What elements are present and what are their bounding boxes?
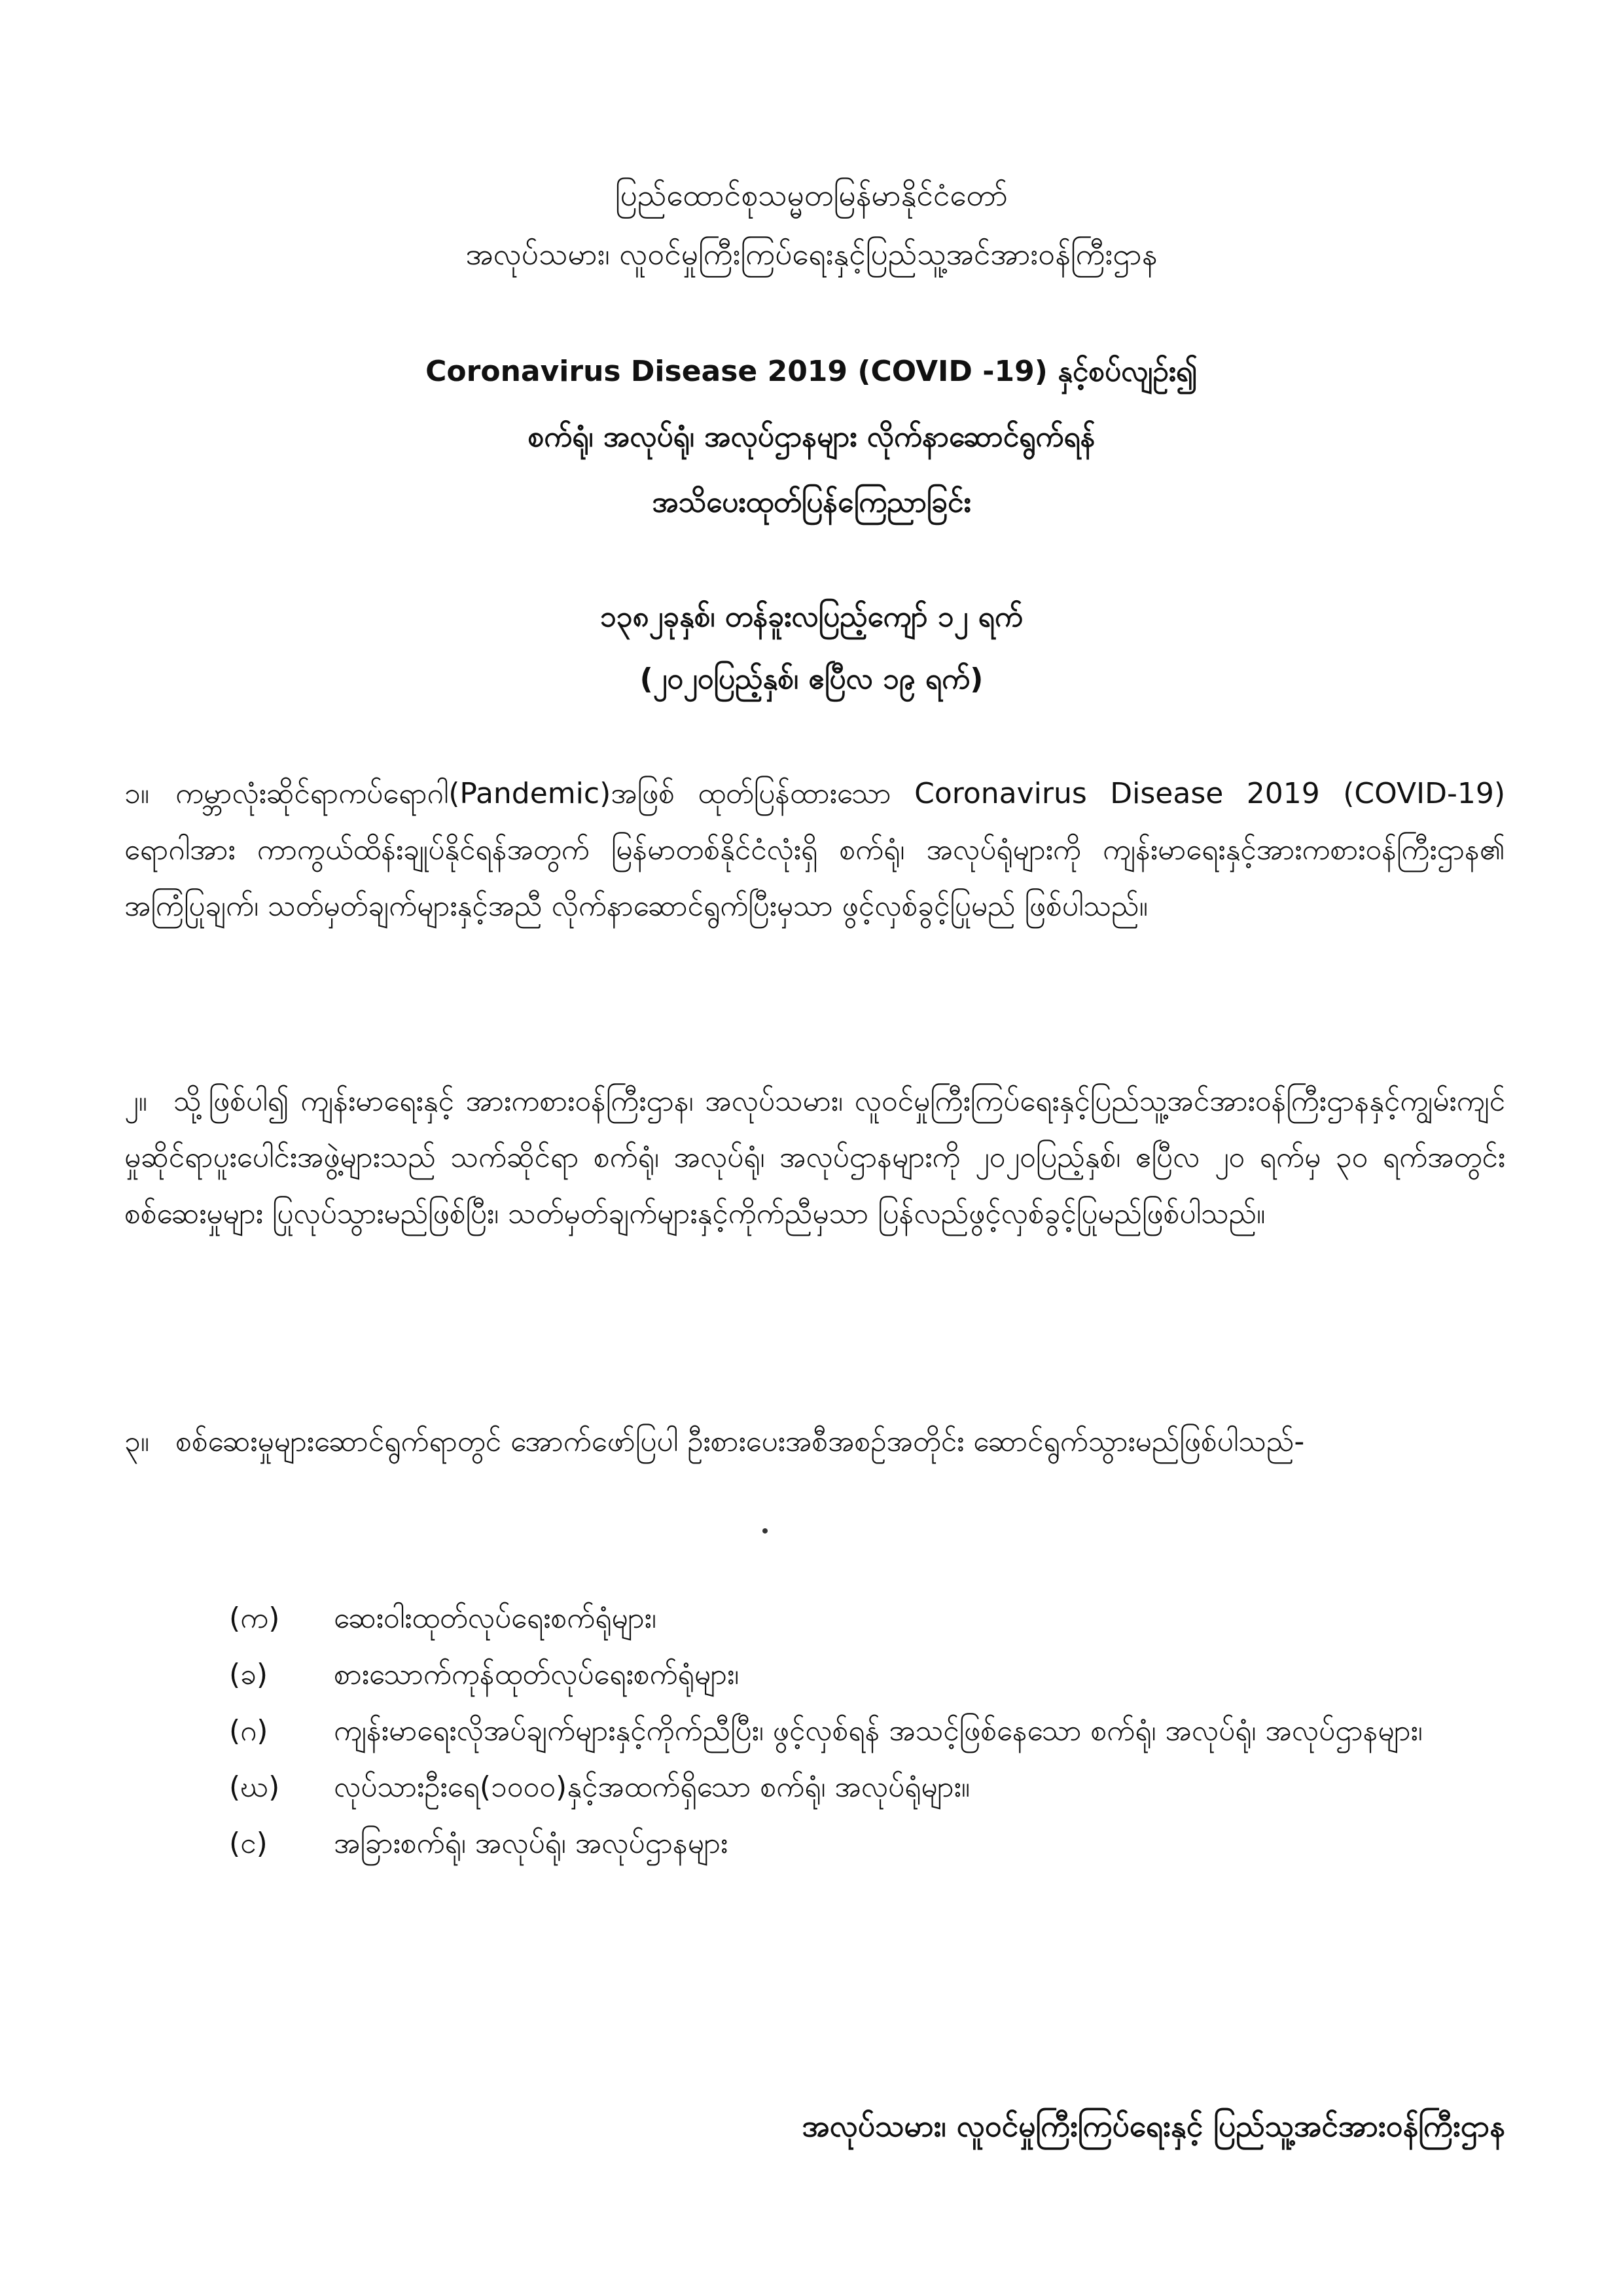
paragraph-1	[124, 766, 1505, 935]
date-myanmar: ၁၃၈၂ခုနှစ်၊ တန်ခူးလပြည့်ကျော် ၁၂ ရက်	[600, 600, 1023, 634]
header-country: ပြည်ထောင်စုသမ္မတမြန်မာနိုင်ငံတော်	[615, 177, 1008, 213]
list-item	[229, 1816, 1505, 1872]
title-line-2: စက်ရုံ၊ အလုပ်ရုံ၊ အလုပ်ဌာနများ လိုက်နာဆောင်ရွက်ရန်	[527, 420, 1096, 454]
priority-list	[229, 1590, 1505, 1872]
list-item-text: စားသောက်ကုန်ထုတ်လုပ်ရေးစက်ရုံများ၊	[334, 1658, 740, 1691]
list-marker: (က)	[229, 1602, 280, 1635]
date-gregorian: (၂၀၂၀ပြည့်နှစ်၊ ဧပြီလ ၁၉ ရက်)	[639, 662, 984, 696]
paragraph-text: စစ်ဆေးမှုများဆောင်ရွက်ရာတွင် အောက်ဖော်ပြပါ ဦးစားပေးအစီအစဉ်အတိုင်း ဆောင်ရွက်သွားမည်ဖြစ်ပါသည်-	[175, 1425, 1305, 1458]
list-marker: (ဃ)	[229, 1770, 280, 1804]
title-line-1: Coronavirus Disease 2019 (COVID -19) နှင့်စပ်လျဉ်း၍	[425, 355, 1198, 388]
list-item	[229, 1590, 1505, 1647]
paragraph-3	[124, 1414, 1505, 1470]
list-item-text: ဆေးဝါးထုတ်လုပ်ရေးစက်ရုံများ၊	[334, 1602, 656, 1635]
paragraph-text: ကမ္ဘာလုံးဆိုင်ရာကပ်ရောဂါ(Pandemic)အဖြစ် ထုတ်ပြန်ထားသော Coronavirus Disease 2019 (COVID-19) ရောဂါအား ကာကွယ်ထိန်းချုပ်နိုင်ရန်အတွက် မြန်မာတစ်နိုင်ငံလုံးရှိ စက်ရုံ၊ အလုပ်ရုံများကို ကျန်းမာရေးနှင့်အားကစားဝန်ကြီးဌာန၏ အကြံပြုချက်၊ သတ်မှတ်ချက်များနှင့်အညီ လိုက်နာဆောင်ရွက်ပြီးမှသာ ဖွင့်လှစ်ခွင့်ပြုမည် ဖြစ်ပါသည်။	[124, 777, 1505, 923]
title-line-3: အသိပေးထုတ်ပြန်ကြေညာခြင်း	[652, 486, 971, 519]
list-item	[229, 1759, 1505, 1816]
list-item-text: လုပ်သားဦးရေ(၁၀၀၀)နှင့်အထက်ရှိသော စက်ရုံ၊ အလုပ်ရုံများ။	[334, 1770, 971, 1804]
list-marker: (ခ)	[229, 1658, 268, 1691]
list-item-text: အခြားစက်ရုံ၊ အလုပ်ရုံ၊ အလုပ်ဌာနများ	[334, 1827, 728, 1860]
paragraph-number: ၂။	[124, 1085, 147, 1118]
paragraph-number: ၁။	[124, 777, 150, 810]
list-marker: (ဂ)	[229, 1714, 268, 1748]
list-item	[229, 1647, 1505, 1703]
speck-mark	[762, 1528, 768, 1534]
signature-ministry: အလုပ်သမား၊ လူဝင်မှုကြီးကြပ်ရေးနှင့် ပြည်သူ့အင်အားဝန်ကြီးဌာန	[802, 2108, 1505, 2144]
paragraph-2	[124, 1073, 1505, 1242]
list-marker: (င)	[229, 1827, 268, 1860]
header-ministry: အလုပ်သမား၊ လူဝင်မှုကြီးကြပ်ရေးနှင့်ပြည်သူ့အင်အားဝန်ကြီးဌာန	[465, 236, 1158, 272]
list-item	[229, 1703, 1505, 1759]
paragraph-number: ၃။	[124, 1425, 150, 1458]
list-item-text: ကျန်းမာရေးလိုအပ်ချက်များနှင့်ကိုက်ညီပြီး၊ ဖွင့်လှစ်ရန် အသင့်ဖြစ်နေသော စက်ရုံ၊ အလုပ်ရုံ၊ အလုပ်ဌာနများ၊	[334, 1714, 1423, 1748]
paragraph-text: သို့ဖြစ်ပါ၍ ကျန်းမာရေးနှင့် အားကစားဝန်ကြီးဌာန၊ အလုပ်သမား၊ လူဝင်မှုကြီးကြပ်ရေးနှင့်ပြည်သူ့အင်အားဝန်ကြီးဌာနနှင့်ကျွမ်းကျင်မှုဆိုင်ရာပူးပေါင်းအဖွဲ့များသည် သက်ဆိုင်ရာ စက်ရုံ၊ အလုပ်ရုံ၊ အလုပ်ဌာနများကို ၂၀၂၀ပြည့်နှစ်၊ ဧပြီလ ၂၀ ရက်မှ ၃၀ ရက်အတွင်း စစ်ဆေးမှုများ ပြုလုပ်သွားမည်ဖြစ်ပြီး၊ သတ်မှတ်ချက်များနှင့်ကိုက်ညီမှသာ ပြန်လည်ဖွင့်လှစ်ခွင့်ပြုမည်ဖြစ်ပါသည်။	[124, 1085, 1505, 1230]
